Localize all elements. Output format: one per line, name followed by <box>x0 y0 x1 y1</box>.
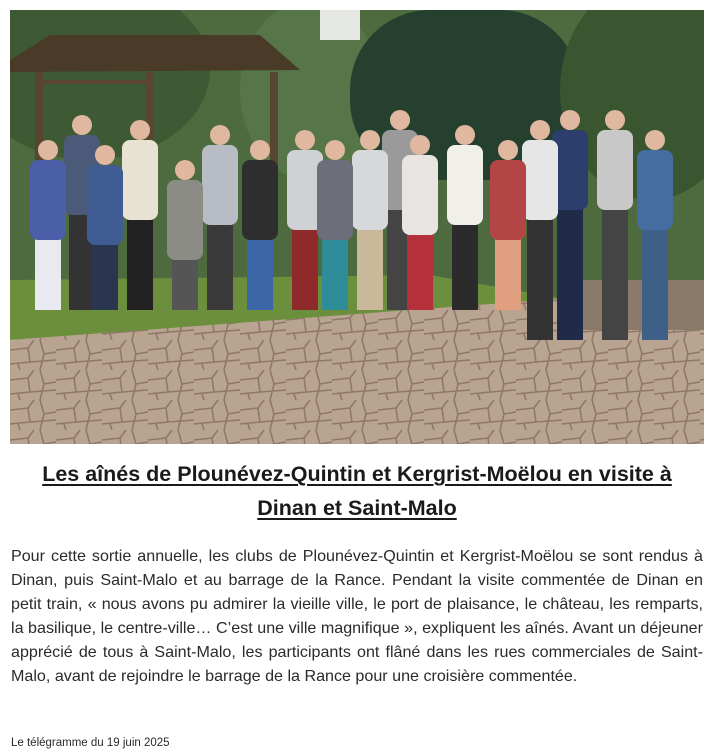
person-figure <box>522 120 558 340</box>
article-headline: Les aînés de Plounévez-Quintin et Kergrist-Moëlou en visite à Dinan et Saint-Malo <box>42 462 672 520</box>
person-figure <box>87 145 123 310</box>
person-figure <box>352 130 388 310</box>
person-figure <box>242 140 278 310</box>
person-figure <box>402 135 438 310</box>
person-figure <box>317 140 353 310</box>
person-figure <box>490 140 526 310</box>
person-figure <box>637 130 673 340</box>
person-figure <box>597 110 633 340</box>
person-figure <box>122 120 158 310</box>
group-photo <box>10 10 704 444</box>
person-figure <box>552 110 588 340</box>
person-figure <box>202 125 238 310</box>
article-credit: Le télégramme du 19 juin 2025 <box>11 737 170 749</box>
person-figure <box>167 160 203 310</box>
group-photo-illustration <box>10 10 704 444</box>
article-body: Pour cette sortie annuelle, les clubs de Plounévez-Quintin et Kergrist-Moëlou se sont rendus à Dinan, puis Saint-Malo et au barrage de la Rance. Pendant la visite commentée de Dinan en petit train, « nous avons pu admirer la vieille ville, le port de plaisance, le château, les remparts, la basilique, le centre-ville… C’est une ville magnifique », expliquent les aînés. Avant un déjeuner apprécié de tous à Saint-Malo, les participants ont flâné dans les rues commerciales de Saint-Malo, avant de rejoindre le barrage de la Rance pour une croisière commentée. <box>11 547 703 686</box>
person-figure <box>447 125 483 310</box>
person-figure <box>30 140 66 310</box>
sky-gap <box>320 10 360 40</box>
